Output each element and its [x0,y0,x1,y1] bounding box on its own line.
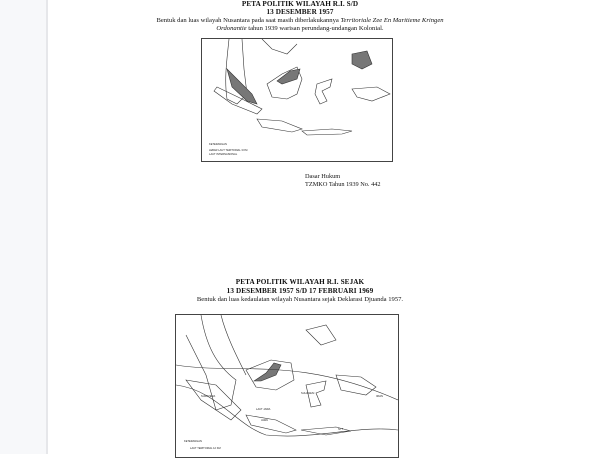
legal-basis-label: Dasar Hukum [305,173,341,180]
caption-text: Bentuk dan luas wilayah Nusantara pada saat masih diberlakukannya [156,16,341,24]
map2-legend-title: KETERANGAN [184,440,202,443]
map2-image [175,314,399,458]
caption-text-2: tahun 1939 warisan perundang-undangan Kolonial. [246,25,384,32]
borneo-shaded [254,363,281,381]
map1-legend-2: LAUT INTERNASIONAL [209,153,238,156]
map1-legend-title: KETERANGAN [209,143,227,146]
map1-caption [0,17,600,25]
caption-italic-2: Ordonantie [216,25,247,32]
legal-basis-value: TZMKO Tahun 1939 No. 442 [305,181,381,188]
map2-legend-1: LAUT TERITORIAL 12 KM [190,447,221,450]
caption-italic: Territoriale Zee En Maritieme Kringen [340,16,444,24]
map2-drawing [176,315,398,457]
label-jawa: JAWA [261,419,269,422]
label-sulawesi: SULAWESI [301,392,315,395]
map1-date: 13 DESEMBER 1957 [266,8,334,16]
label-irian: IRIAN [376,395,383,398]
map2-caption: Bentuk dan luas kedaulatan wilayah Nusantara sejak Deklarasi Djuanda 1957. [196,296,404,303]
label-laut-jawa: LAUT JAWA [256,408,271,411]
map1-legend-1: LEBAR LAUT TERITORIAL 3 KM [209,149,248,152]
map1-caption-line2 [0,25,600,33]
label-nt: NTT [338,428,344,431]
map2-title: PETA POLITIK WILAYAH R.I. SEJAK [235,278,365,286]
map1-drawing [202,39,392,161]
mindanao-shaded [352,51,372,69]
map1-image [201,38,393,162]
label-sumatera: SUMATERA [201,395,216,398]
sidebar-panel [0,0,48,454]
map1-title: PETA POLITIK WILAYAH R.I. S/D [241,0,359,8]
map2-date: 13 DESEMBER 1957 S/D 17 FEBRUARI 1969 [226,287,374,295]
